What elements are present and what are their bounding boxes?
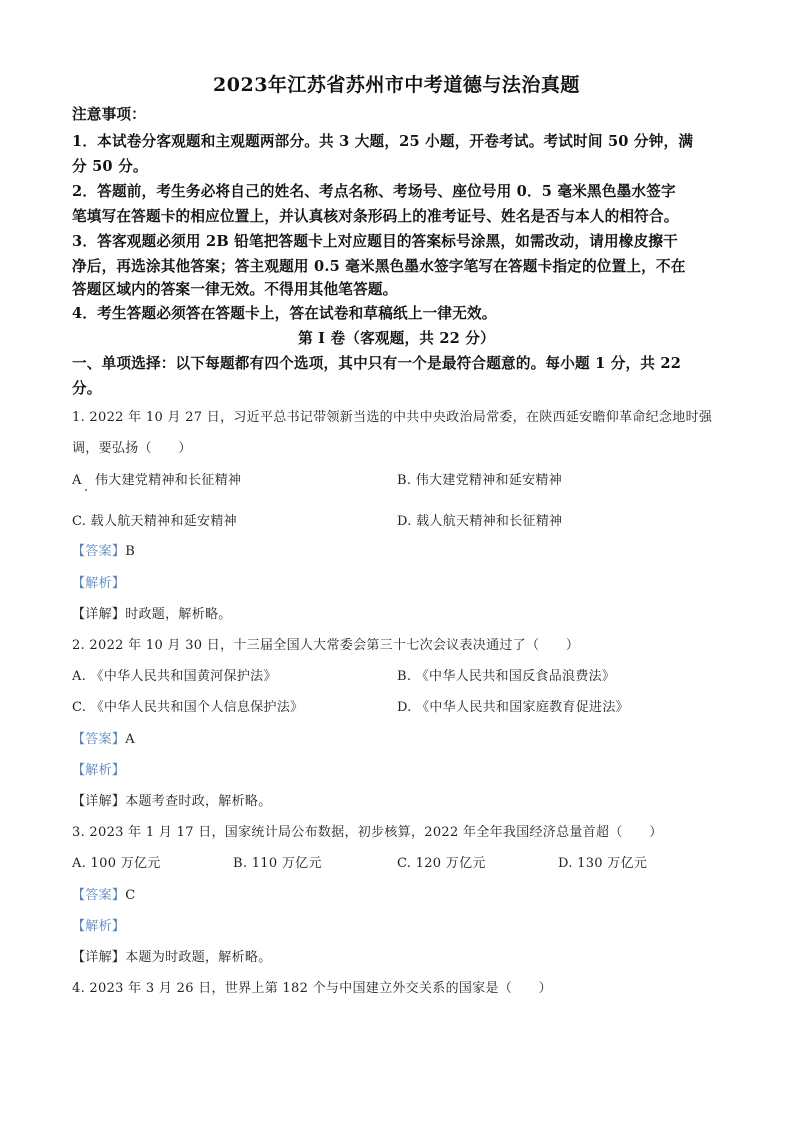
detail-line xyxy=(72,946,272,965)
notice-line: 4．考生答题必须答在答题卡上，答在试卷和草稿纸上一律无效。 xyxy=(72,305,497,322)
detail-text: 时政题，解析略。 xyxy=(125,607,232,622)
detail-text: 本题为时政题，解析略。 xyxy=(125,950,272,965)
option-b: B. 伟大建党精神和延安精神 xyxy=(397,473,563,488)
detail-tag: 【详解】 xyxy=(72,794,126,809)
detail-text: 本题考查时政，解析略。 xyxy=(125,794,272,809)
detail-tag: 【详解】 xyxy=(72,950,126,965)
analysis-tag: 【解析】 xyxy=(72,919,126,934)
detail-tag: 【详解】 xyxy=(72,607,126,622)
answer-value: A xyxy=(125,732,135,747)
option-c: C. 120 万亿元 xyxy=(397,856,486,871)
notice-line: 笔填写在答题卡的相应位置上，并认真核对条形码上的准考证号、姓名是否与本人的相符合。 xyxy=(72,208,679,225)
notice-line: 净后，再选涂其他答案；答主观题用 0.5 毫米黑色墨水签字笔写在答题卡指定的位置上，不在 xyxy=(72,258,686,275)
option-d: D. 《中华人民共和国家庭教育促进法》 xyxy=(397,700,629,715)
stray-period-mark xyxy=(85,489,87,491)
option-a: A. 《中华人民共和国黄河保护法》 xyxy=(72,669,277,684)
answer-line xyxy=(72,540,135,559)
detail-line xyxy=(72,603,232,622)
notice-line: 分 50 分。 xyxy=(72,158,148,175)
option-c: C. 载人航天精神和延安精神 xyxy=(72,514,237,529)
question-stem: 3. 2023 年 1 月 17 日，国家统计局公布数据，初步核算，2022 年全年我国经济总量首超（ ） xyxy=(72,825,663,840)
answer-value: B xyxy=(125,544,136,559)
option-a: A 伟大建党精神和长征精神 xyxy=(72,473,242,488)
notice-line: 答题区域内的答案一律无效。不得用其他笔答题。 xyxy=(72,281,398,298)
answer-tag: 【答案】 xyxy=(72,732,126,747)
notice-line: 1．本试卷分客观题和主观题两部分。共 3 大题，25 小题，开卷考试。考试时间 50 分钟，满 xyxy=(72,133,694,150)
answer-tag: 【答案】 xyxy=(72,888,126,903)
option-c: C. 《中华人民共和国个人信息保护法》 xyxy=(72,700,304,715)
question-stem: 2. 2022 年 10 月 30 日，十三届全国人大常委会第三十七次会议表决通过了（ ） xyxy=(72,638,580,653)
volume-title: 第 I 卷（客观题，共 22 分） xyxy=(298,330,495,347)
analysis-tag: 【解析】 xyxy=(72,576,126,591)
answer-line xyxy=(72,884,135,903)
section-instruction: 分。 xyxy=(72,380,102,397)
detail-line xyxy=(72,790,272,809)
answer-value: C xyxy=(125,888,136,903)
section-instruction: 一、单项选择：以下每题都有四个选项，其中只有一个是最符合题意的。每小题 1 分，共 22 xyxy=(72,355,682,372)
option-b: B. 110 万亿元 xyxy=(233,856,322,871)
option-a: A. 100 万亿元 xyxy=(72,856,161,871)
question-stem: 4. 2023 年 3 月 26 日，世界上第 182 个与中国建立外交关系的国家是（ ） xyxy=(72,981,552,996)
option-b: B. 《中华人民共和国反食品浪费法》 xyxy=(397,669,616,684)
page-title: 2023年江苏省苏州市中考道德与法治真题 xyxy=(213,74,580,96)
notice-line: 2．答题前，考生务必将自己的姓名、考点名称、考场号、座位号用 0．5 毫米黑色墨水签字 xyxy=(72,183,676,200)
analysis-tag: 【解析】 xyxy=(72,763,126,778)
answer-tag: 【答案】 xyxy=(72,544,126,559)
notice-line: 3．答客观题必须用 2B 铅笔把答题卡上对应题目的答案标号涂黑，如需改动，请用橡皮擦干 xyxy=(72,233,678,250)
notice-heading: 注意事项： xyxy=(72,106,146,123)
question-stem: 调，要弘扬（ ） xyxy=(72,441,192,456)
question-stem: 1. 2022 年 10 月 27 日，习近平总书记带领新当选的中共中央政治局常委，在陕西延安瞻仰革命纪念地时强 xyxy=(72,410,713,425)
answer-line xyxy=(72,728,135,747)
option-d: D. 130 万亿元 xyxy=(558,856,648,871)
option-d: D. 载人航天精神和长征精神 xyxy=(397,514,563,529)
